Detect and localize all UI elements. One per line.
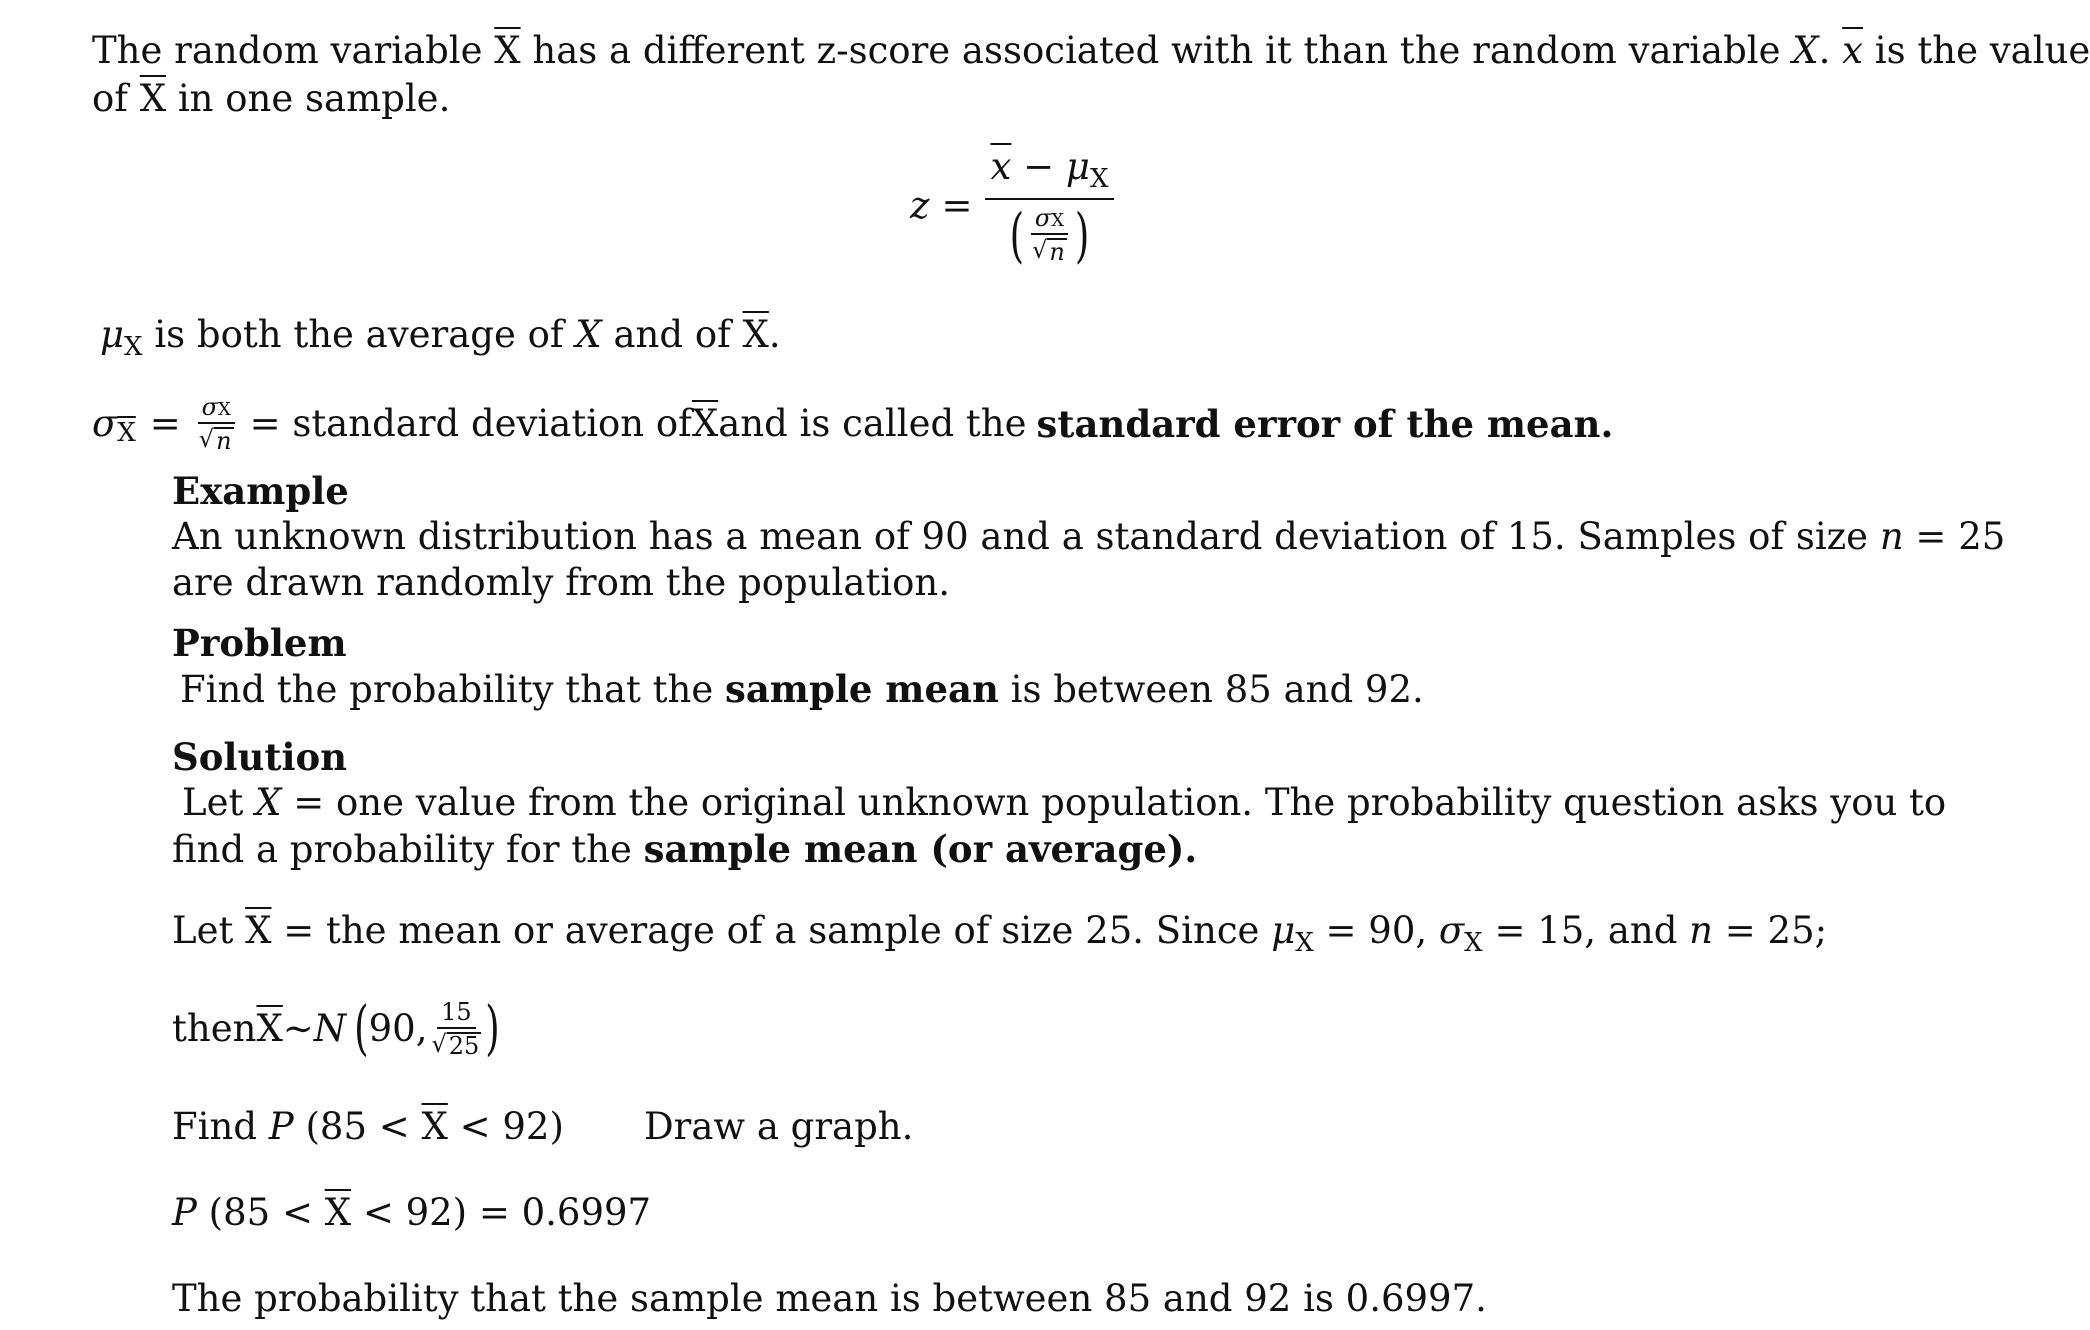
- text: = 25: [1903, 515, 2006, 558]
- text: in one sample.: [166, 77, 451, 120]
- text: = 15, and: [1482, 909, 1690, 952]
- xbar-symbol: $\overline{X}$: [245, 909, 272, 952]
- subscript: X: [1295, 928, 1314, 958]
- sigma-symbol: σ: [1034, 204, 1052, 232]
- text: .: [1184, 827, 1198, 871]
- denominator: 25: [448, 1032, 480, 1060]
- subscript: X: [1089, 164, 1109, 194]
- text: = standard deviation of: [249, 402, 692, 445]
- solution-line-4: [172, 993, 500, 1063]
- fifteen-over-sqrt-25: [427, 1000, 485, 1058]
- text: of: [92, 77, 140, 120]
- text: is both the average of: [142, 313, 576, 356]
- intro-line-2: [92, 76, 450, 122]
- x-symbol: X: [255, 781, 282, 824]
- sqrt-icon: √: [431, 1030, 447, 1058]
- bold-term: sample mean: [725, 667, 999, 711]
- text: is between 85 and 92.: [998, 668, 1424, 711]
- equals: =: [149, 402, 181, 445]
- problem-heading: Problem: [172, 621, 347, 665]
- solution-line-1: [182, 780, 1946, 826]
- sqrt-icon: √: [198, 425, 215, 453]
- equals: =: [941, 184, 973, 227]
- text: .: [768, 313, 781, 356]
- bold-term: sample mean (or average): [643, 827, 1185, 871]
- sigma-symbol: σ: [201, 393, 218, 421]
- n-symbol: n: [1049, 238, 1065, 266]
- xbar-symbol: $\overline{X}$: [421, 1105, 448, 1148]
- text: find a probability for the: [172, 828, 644, 871]
- text: = 25;: [1713, 909, 1828, 952]
- solution-heading: Solution: [172, 735, 348, 779]
- xbar-symbol: $\overline{X}$: [691, 402, 719, 445]
- z-symbol: z: [910, 184, 930, 227]
- xbar-symbol: $\overline{X}$: [742, 313, 769, 356]
- minus: −: [1011, 145, 1066, 188]
- text: Find the probability that the: [180, 668, 725, 711]
- sigma-over-sqrt-n: [195, 395, 238, 453]
- solution-line-7: The probability that the sample mean is between 85 and 92 is 0.6997.: [172, 1277, 1487, 1320]
- subscript: X: [1051, 210, 1065, 231]
- sqrt-icon: √: [1032, 236, 1048, 264]
- example-line-1: [172, 514, 2005, 560]
- normal-symbol: N: [313, 1007, 347, 1050]
- text: is the value: [1863, 29, 2090, 72]
- left-paren: (: [354, 993, 369, 1063]
- text: and is called the: [718, 402, 1027, 445]
- xbar-lower-symbol: $\overline{x}$: [1842, 29, 1864, 72]
- draw-graph-text: Draw a graph.: [644, 1105, 914, 1148]
- x-symbol: X: [575, 313, 602, 356]
- xbar-symbol: $\overline{X}$: [256, 1007, 283, 1050]
- text: = one value from the original unknown population. The probability question asks you to: [281, 781, 1947, 824]
- xbar-lower-symbol: $\overline{x}$: [990, 145, 1012, 188]
- text: Let: [182, 781, 256, 824]
- text: < 92): [447, 1105, 564, 1148]
- mu-symbol: μ: [1271, 909, 1296, 952]
- solution-line-5: [172, 1104, 564, 1150]
- right-paren: ): [1074, 200, 1090, 270]
- z-score-formula: [910, 145, 1114, 270]
- xbar-symbol: $\overline{X}$: [494, 29, 521, 72]
- subscript: X: [217, 399, 231, 420]
- text: then: [172, 1007, 257, 1050]
- solution-line-2: [172, 826, 1197, 873]
- text: = the mean or average of a sample of size 25. Since: [271, 909, 1272, 952]
- example-line-2: are drawn randomly from the population.: [172, 561, 951, 604]
- mu-symbol: μ: [1065, 145, 1090, 188]
- z-fraction: [985, 145, 1115, 270]
- text: has a different z-score associated with it than the random variable: [520, 29, 1793, 72]
- mu-symbol: μ: [100, 313, 125, 356]
- text: < 92) = 0.6997: [351, 1191, 652, 1234]
- n-symbol: n: [1689, 909, 1713, 952]
- text: The random variable: [92, 29, 495, 72]
- n-symbol: n: [216, 427, 232, 455]
- sigma-symbol: σ: [92, 402, 118, 445]
- solution-line-3: [172, 908, 1827, 966]
- text: (85 <: [293, 1105, 422, 1148]
- sigma-symbol: σ: [1438, 909, 1465, 952]
- p-symbol: P: [172, 1191, 197, 1234]
- n-symbol: n: [1879, 515, 1904, 558]
- sigma-over-sqrt-n: [1028, 206, 1071, 264]
- text: = 90,: [1313, 909, 1439, 952]
- p-symbol: P: [268, 1105, 294, 1148]
- text: .: [1818, 29, 1843, 72]
- bold-term: standard error of the mean.: [1036, 402, 1614, 446]
- solution-line-6: [172, 1190, 651, 1236]
- example-heading: Example: [172, 469, 349, 513]
- intro-line-1: [92, 28, 2090, 74]
- text: 90,: [368, 1007, 428, 1050]
- mu-line: [100, 312, 781, 370]
- subscript: $\overline{X}$: [117, 418, 136, 448]
- text: (85 <: [196, 1191, 325, 1234]
- sim-symbol: ∼: [282, 1007, 314, 1050]
- right-paren: ): [485, 993, 500, 1063]
- xbar-symbol: $\overline{X}$: [324, 1191, 352, 1234]
- text: and of: [601, 313, 743, 356]
- text: An unknown distribution has a mean of 90 and a standard deviation of 15. Samples of size: [172, 515, 1880, 558]
- problem-line: [180, 666, 1424, 713]
- subscript: X: [124, 332, 143, 362]
- text: Find: [172, 1105, 269, 1148]
- subscript: X: [1464, 928, 1483, 958]
- text: Let: [172, 909, 246, 952]
- standard-error-line: [92, 392, 1613, 456]
- x-symbol: X: [1792, 29, 1819, 72]
- numerator: 15: [437, 1000, 476, 1029]
- xbar-symbol: $\overline{X}$: [139, 77, 167, 120]
- left-paren: (: [1009, 200, 1025, 270]
